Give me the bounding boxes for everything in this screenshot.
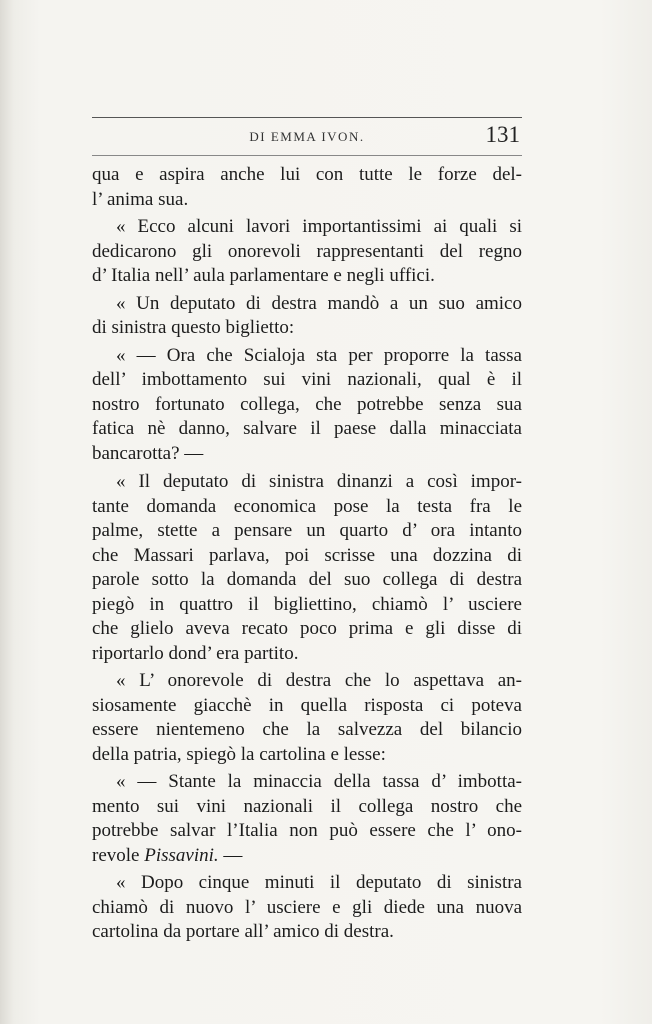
text-line: di sinistra questo biglietto: xyxy=(92,317,295,338)
italic-name: Pissavini. xyxy=(144,844,219,866)
text-line: che Massari parlava, poi scrisse una dozzina di xyxy=(92,544,522,566)
body-text xyxy=(92,163,522,945)
text-line: « Dopo cinque minuti il deputato di sinistra xyxy=(116,872,522,893)
text-line: qua e aspira anche lui con tutte le forze del- xyxy=(92,164,522,185)
text-line: parole sotto la domanda del suo collega di destra xyxy=(92,569,522,590)
text-fragment: — xyxy=(218,844,243,866)
header-title: DI EMMA IVON. xyxy=(249,129,365,144)
text-line: della patria, spiegò la cartolina e lesse: xyxy=(92,743,386,765)
text-line: « L’ onorevole di destra che lo aspettava an- xyxy=(116,670,522,691)
text-line: dell’ imbottamento sui vini nazionali, qual è il xyxy=(92,369,522,390)
text-line: cartolina da portare all’ amico di destra. xyxy=(92,921,394,942)
text-line: piegò in quattro il bigliettino, chiamò l’ usciere xyxy=(92,593,522,615)
text-line: siosamente giacchè in quella risposta ci poteva xyxy=(92,694,522,716)
text-line: nostro fortunato collega, che potrebbe senza sua xyxy=(92,393,522,415)
text-line: d’ Italia nell’ aula parlamentare e negli uffici. xyxy=(92,265,435,286)
text-line: potrebbe salvar l’Italia non può essere che l’ ono- xyxy=(92,820,522,841)
running-head xyxy=(92,122,522,152)
header-rule-top xyxy=(92,117,522,118)
text-line: « — Stante la minaccia della tassa d’ imbotta- xyxy=(116,771,522,792)
text-line: che glielo aveva recato poco prima e gli disse di xyxy=(92,618,522,639)
text-line: « Ecco alcuni lavori importantissimi ai quali si xyxy=(116,216,522,237)
text-line: tante domanda economica pose la testa fra le xyxy=(92,495,522,517)
text-line: « Il deputato di sinistra dinanzi a così impor- xyxy=(116,471,522,492)
text-line: « — Ora che Scialoja sta per proporre la tassa xyxy=(116,344,522,366)
text-line: riportarlo dond’ era partito. xyxy=(92,642,299,664)
text-line: chiamò di nuovo l’ usciere e gli diede una nuova xyxy=(92,896,522,918)
text-line: dedicarono gli onorevoli rappresentanti del regno xyxy=(92,240,522,262)
text-fragment: revole xyxy=(92,844,145,866)
text-line: palme, stette a pensare un quarto d’ ora intanto xyxy=(92,520,522,541)
text-line: l’ anima sua. xyxy=(92,188,189,210)
text-line: essere nientemeno che la salvezza del bilancio xyxy=(92,719,522,740)
page-number: 131 xyxy=(485,122,520,147)
text-line: fatica nè danno, salvare il paese dalla minacciata xyxy=(92,418,522,439)
text-line: mento sui vini nazionali il collega nostro che xyxy=(92,795,522,817)
header-rule-bottom xyxy=(92,155,522,156)
text-line: bancarotta? — xyxy=(92,442,204,464)
text-line-with-italic xyxy=(92,844,522,869)
text-line: « Un deputato di destra mandò a un suo amico xyxy=(116,292,522,314)
